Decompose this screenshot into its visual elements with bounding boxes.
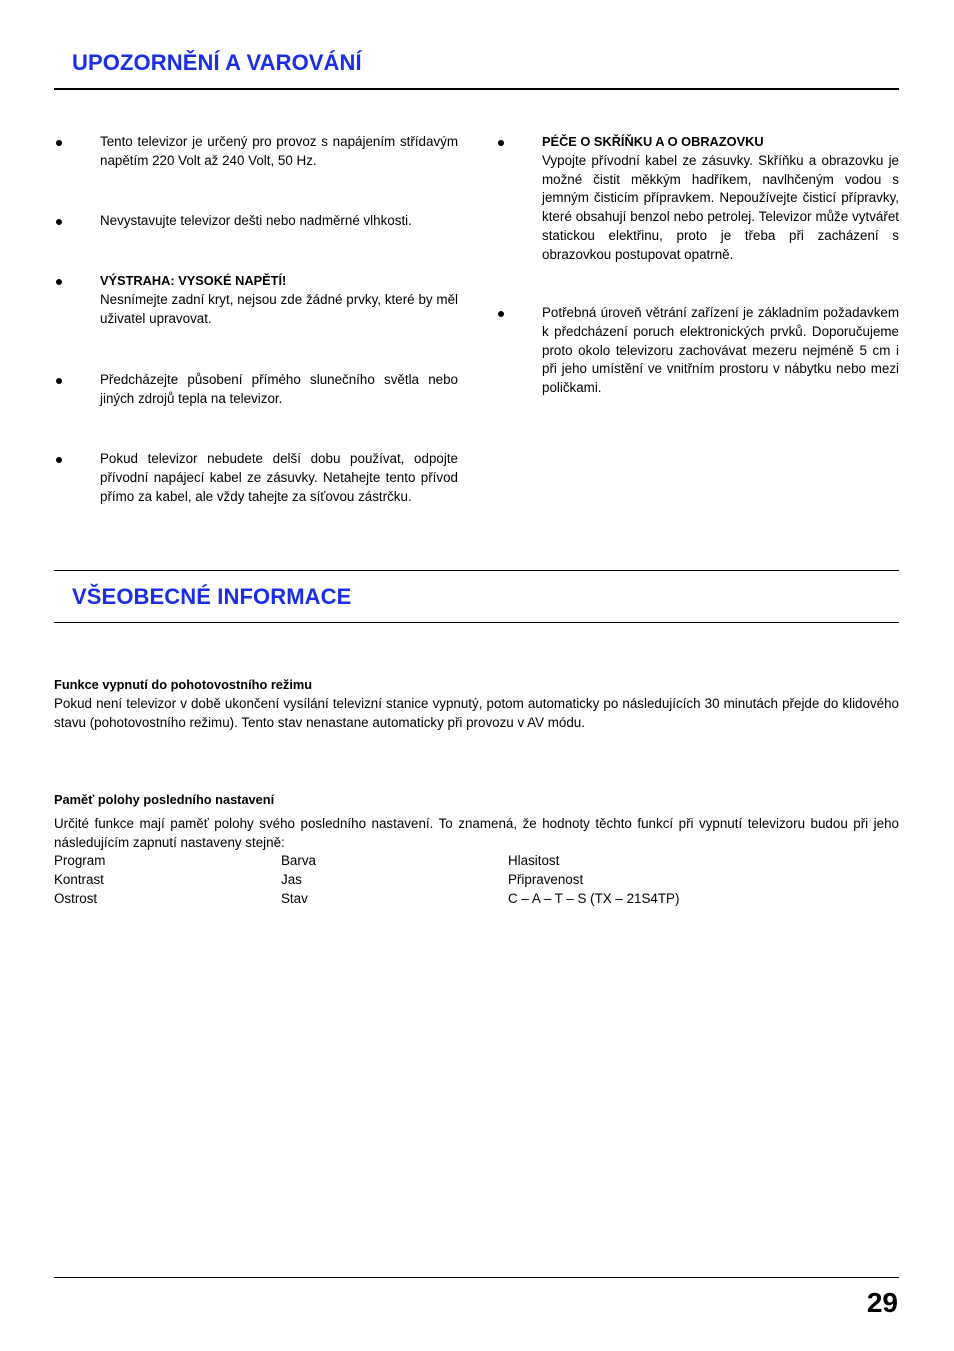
memory-setting: Stav <box>281 891 308 906</box>
warning-item-sunlight <box>100 371 458 409</box>
warning-text: Nevystavujte televizor dešti nebo nadměrné vlhkosti. <box>100 213 412 228</box>
memory-heading: Paměť polohy posledního nastavení <box>54 792 275 807</box>
section-title-warnings: UPOZORNĚNÍ A VAROVÁNÍ <box>72 50 362 75</box>
warning-item-ventilation <box>542 304 899 398</box>
warning-text: Nesnímejte zadní kryt, nejsou zde žádné prvky, které by měl uživatel upravovat. <box>100 291 458 326</box>
bullet-icon <box>498 311 504 317</box>
bullet-icon <box>56 457 62 463</box>
memory-text: Určité funkce mají paměť polohy svého posledního nastavení. To znamená, že hodnoty těchto funkcí při vypnutí televizoru budou při jeho následujícím zapnutí nastaveny stejně: <box>54 816 899 850</box>
bullet-icon <box>56 219 62 225</box>
memory-setting: Připravenost <box>508 872 584 887</box>
warning-item-moisture <box>100 212 458 231</box>
warning-text: Pokud televizor nebudete delší dobu používat, odpojte přívodní napájecí kabel ze zásuvky. Netahejte tento přívod přímo za kabel, ale vždy tahejte za síťovou zástrčku. <box>100 451 458 504</box>
memory-setting: C – A – T – S (TX – 21S4TP) <box>508 891 680 906</box>
warning-item-voltage <box>100 133 458 171</box>
bullet-icon <box>56 378 62 384</box>
warning-item-care <box>542 133 899 265</box>
section-divider <box>54 570 899 571</box>
warning-item-unplug <box>100 450 458 506</box>
standby-text: Pokud není televizor v době ukončení vysílání televizní stanice vypnutý, potom automaticky po následujících 30 minutách přejde do klidového stavu (pohotovostního režimu). Tento stav nenastane automaticky při provozu v AV módu. <box>54 696 899 730</box>
memory-setting: Ostrost <box>54 891 98 906</box>
memory-setting: Hlasitost <box>508 853 560 868</box>
bullet-icon <box>56 279 62 285</box>
warning-text: Tento televizor je určený pro provoz s napájením střídavým napětím 220 Volt až 240 Volt, 50 Hz. <box>100 134 458 168</box>
section-divider <box>54 88 899 90</box>
memory-setting: Jas <box>281 872 302 887</box>
standby-heading: Funkce vypnutí do pohotovostního režimu <box>54 677 313 692</box>
warning-text: Vypojte přívodní kabel ze zásuvky. Skříňku a obrazovku je možné čistit měkkým hadříkem, navlhčeným vodou s jemným čisticím přípravkem. Nepoužívejte čisticí přípravky, které obsahují benzol nebo petrolej. Televizor může vytvářet statickou elektřinu, proto je třeba při zacházení s obrazovkou postupovat opatrně. <box>542 152 899 262</box>
memory-setting: Program <box>54 853 106 868</box>
page-number: 29 <box>866 1287 898 1318</box>
warning-text: Potřebná úroveň větrání zařízení je základním požadavkem k předcházení poruch elektronických prvků. Doporučujeme proto okolo televizoru zachovávat mezeru nejméně 5 cm i při jeho umístění ve vnitřním prostoru v nábytku nebo mezi poličkami. <box>542 305 899 396</box>
bullet-icon <box>56 140 62 146</box>
memory-setting: Barva <box>281 853 316 868</box>
section-title-general-info: VŠEOBECNÉ INFORMACE <box>72 584 352 609</box>
bullet-icon <box>498 140 504 146</box>
memory-setting: Kontrast <box>54 872 104 887</box>
warning-heading: VÝSTRAHA: VYSOKÉ NAPĚTÍ! <box>100 273 287 288</box>
warning-heading: PÉČE O SKŘÍŇKU A O OBRAZOVKU <box>542 134 764 149</box>
footer-divider <box>54 1277 899 1278</box>
warning-text: Předcházejte působení přímého slunečního světla nebo jiných zdrojů tepla na televizor. <box>100 372 458 406</box>
section-divider <box>54 622 899 623</box>
warning-item-high-voltage <box>100 272 458 328</box>
